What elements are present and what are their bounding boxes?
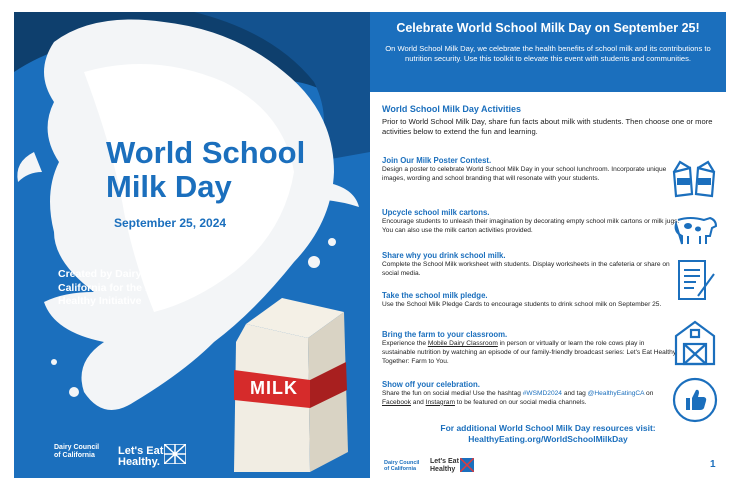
activities-section-title: World School Milk Day Activities xyxy=(382,104,522,114)
activities-intro: Prior to World School Milk Day, share fun facts about milk with students. Then choose one or more activities below to extend the fun and learning. xyxy=(382,117,713,136)
activity-share-why xyxy=(382,251,672,279)
footer-lets-eat-logo xyxy=(430,458,459,474)
body-text: and tag xyxy=(561,390,588,397)
celebrate-banner xyxy=(370,12,726,92)
content-panel xyxy=(370,12,726,478)
cow-icon xyxy=(670,210,720,248)
activity-body: Complete the School Milk worksheet with students. Display worksheets in the cafeteria or share on social media. xyxy=(382,261,670,277)
cover-panel xyxy=(14,12,370,478)
body-text: to be featured on our social media channels. xyxy=(454,398,587,406)
footer-dairy-council-logo xyxy=(384,460,420,472)
footer-dairy-council-text: Dairy Council of California xyxy=(384,460,420,472)
activity-milk-pledge xyxy=(382,291,672,310)
cover-date: September 25, 2024 xyxy=(114,216,227,230)
milk-splash-illustration xyxy=(14,12,370,478)
pledge-document-icon xyxy=(676,258,716,304)
resources-footer xyxy=(370,423,726,445)
body-text: and xyxy=(410,398,426,406)
activity-heading: Take the school milk pledge. xyxy=(382,291,488,300)
activity-heading: Join Our Milk Poster Contest. xyxy=(382,156,492,165)
activity-farm-classroom xyxy=(382,330,677,366)
activity-heading: Show off your celebration. xyxy=(382,380,480,389)
lets-eat-line1: Let's Eat xyxy=(118,445,164,457)
body-text: Experience the xyxy=(382,340,428,347)
footer-lets-eat-line2: Healthy xyxy=(430,466,456,473)
activity-body: Use the School Milk Pledge Cards to encourage students to drink school milk on September 25. xyxy=(382,301,662,308)
hashtag: #WSMD2024 xyxy=(522,390,562,397)
lets-eat-healthy-logo xyxy=(118,446,163,468)
lets-eat-line2: Healthy. xyxy=(118,456,160,468)
dairy-council-logo-text: Dairy Council of California xyxy=(54,444,100,459)
mobile-dairy-classroom-link[interactable]: Mobile Dairy Classroom xyxy=(427,340,498,347)
cover-created-by: Created by Dairy Council of California for the Let's Eat Healthy Initiative xyxy=(58,268,196,307)
instagram-link[interactable]: Instagram xyxy=(425,398,455,406)
footer-lets-eat-line1: Let's Eat xyxy=(430,458,459,465)
banner-title: Celebrate World School Milk Day on September 25! xyxy=(396,21,700,35)
body-text: on xyxy=(644,390,654,397)
social-handle: @HealthyEatingCA xyxy=(587,390,645,397)
milk-cartons-icon xyxy=(670,158,718,198)
activity-body: Encourage students to unleash their imagination by decorating empty school milk cartons or milk jugs. You can also use the milk carton activities provided. xyxy=(382,218,680,234)
facebook-link[interactable]: Facebook xyxy=(382,398,411,406)
activity-body xyxy=(382,390,677,408)
body-text: Share the fun on social media! Use the hashtag xyxy=(382,390,523,397)
activity-heading: Upcycle school milk cartons. xyxy=(382,208,490,217)
banner-text: On World School Milk Day, we celebrate the health benefits of school milk and its contributions to nutrition security. Use this toolkit to elevate this event with students and communities. xyxy=(385,44,711,63)
barn-icon xyxy=(672,318,718,366)
carton-label: MILK xyxy=(250,378,298,398)
cover-title xyxy=(106,136,305,204)
lets-eat-healthy-flag-icon xyxy=(164,444,186,464)
body-text: in person or virtually or learn the role cows play in sustainable nutrition by watching an episode of our family-friendly broadcast series: Let's Eat Healthy Together: Farm to You. xyxy=(382,340,677,365)
cover-title-line1: World School xyxy=(106,135,306,170)
resources-url-link[interactable]: HealthyEating.org/WorldSchoolMilkDay xyxy=(468,434,628,444)
activity-body xyxy=(382,340,677,366)
activity-body: Design a poster to celebrate World School Milk Day in your school lunchroom. Incorporate unique images, wording and school branding that will resonate with your students. xyxy=(382,166,667,182)
page-number: 1 xyxy=(710,459,716,470)
activity-heading: Bring the farm to your classroom. xyxy=(382,330,508,339)
activity-poster-contest xyxy=(382,156,682,184)
thumbs-up-icon xyxy=(672,377,718,423)
footer-flag-icon xyxy=(460,458,474,472)
dairy-council-logo xyxy=(54,444,102,460)
cover-title-line2: Milk Day xyxy=(106,169,232,204)
activity-upcycle-cartons xyxy=(382,208,682,236)
activity-show-off xyxy=(382,380,677,408)
resources-line1: For additional World School Milk Day resources visit: xyxy=(440,423,656,433)
activity-heading: Share why you drink school milk. xyxy=(382,251,506,260)
